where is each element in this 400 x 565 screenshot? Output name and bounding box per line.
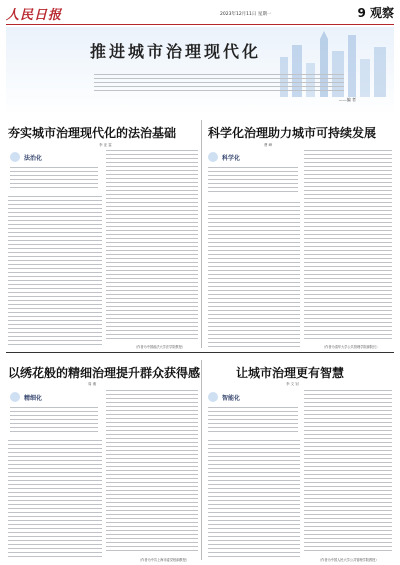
article-3-title: 以绣花般的精细治理提升群众获得感 [8, 366, 201, 380]
article-3-body-col-1 [8, 440, 102, 560]
article-4-body-col-2 [304, 390, 392, 554]
law-icon [10, 152, 20, 162]
article-1-body-col-1 [8, 196, 102, 348]
article-1-author: 李 亚 雷 [99, 143, 112, 147]
article-4-title: 让城市治理更有智慧 [236, 366, 345, 380]
masthead [6, 4, 394, 25]
article-3-quote-box [10, 392, 100, 436]
article-1-title: 夯实城市治理现代化的法治基础 [8, 126, 177, 140]
article-2-body-col-2 [304, 150, 392, 340]
section-divider [6, 352, 394, 353]
article-4-author: 李 文 钊 [286, 382, 299, 386]
page-number: 9 观察 [357, 6, 394, 20]
chip-icon [208, 392, 218, 402]
article-4-theme-label: 智能化 [222, 395, 241, 402]
article-1-theme-label: 法治化 [24, 155, 43, 162]
issue-date: 2023年12月11日 星期一 [220, 12, 272, 17]
article-2-author: 曹 峰 [264, 143, 273, 147]
article-2-quote-box [208, 152, 300, 198]
article-3-body-col-2 [106, 390, 198, 554]
article-4-body-col-1 [208, 440, 300, 560]
article-4-attribution: （作者为中国人民大学公共管理学院教授） [318, 558, 379, 562]
newspaper-logo: 人民日报 [6, 8, 63, 23]
needle-icon [10, 392, 20, 402]
article-2-attribution: （作者为清华大学公共管理学院副院长） [322, 345, 380, 349]
article-1-quote-box [10, 152, 100, 192]
science-icon [208, 152, 218, 162]
article-3-attribution: （作者为中共上海市委党校副教授） [138, 558, 189, 562]
article-2-title: 科学化治理助力城市可持续发展 [208, 126, 377, 140]
article-4-pull-quote [208, 407, 298, 433]
column-divider [201, 360, 202, 560]
article-1-body-col-2 [106, 150, 198, 340]
feature-banner [6, 27, 394, 115]
feature-title: 推进城市治理现代化 [90, 42, 262, 61]
feature-intro-text [94, 74, 344, 92]
column-divider [201, 120, 202, 348]
article-1-attribution: （作者为中国政法大学法学院教授） [134, 345, 185, 349]
article-1-pull-quote [10, 167, 98, 189]
article-4-quote-box [208, 392, 300, 436]
article-3-theme-label: 精细化 [24, 395, 43, 402]
article-3-author: 周 湘 [88, 382, 97, 386]
article-2-pull-quote [208, 167, 298, 195]
article-2-theme-label: 科学化 [222, 155, 241, 162]
editor-note: ——编 者 [338, 97, 356, 102]
article-3-pull-quote [10, 407, 98, 433]
article-2-body-col-1 [208, 202, 300, 348]
